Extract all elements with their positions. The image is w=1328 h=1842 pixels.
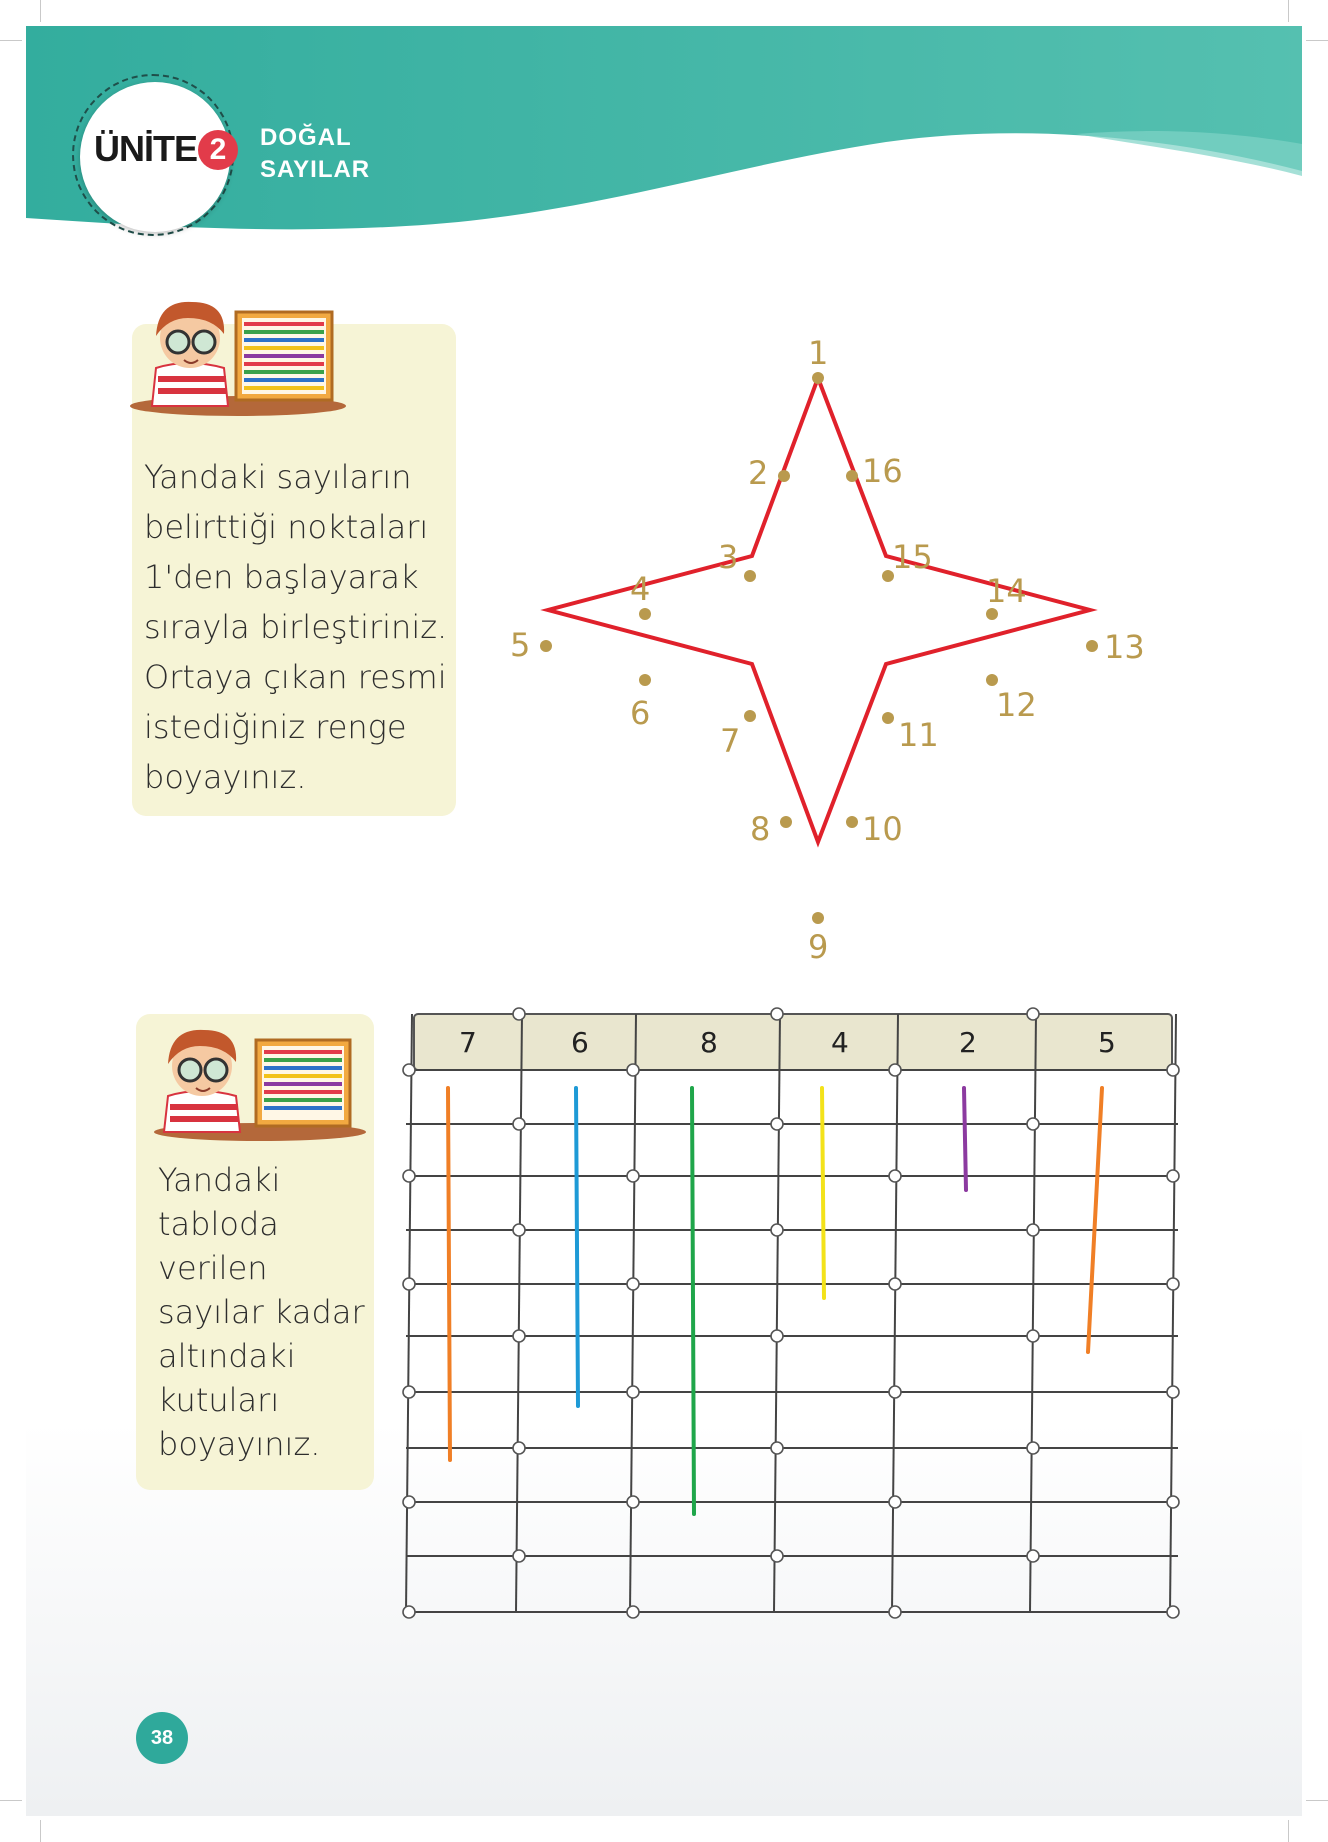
grid-knot-doodle: [771, 1550, 783, 1562]
dot-label-7: 7: [720, 722, 741, 760]
grid-knot-doodle: [1027, 1224, 1039, 1236]
grid-knot-doodle: [771, 1224, 783, 1236]
dot-label-14: 14: [986, 572, 1027, 610]
dot-label-8: 8: [750, 810, 771, 848]
dot-label-2: 2: [748, 454, 769, 492]
grid-knot-doodle: [513, 1442, 525, 1454]
unit-label: ÜNİTE: [94, 128, 197, 169]
grid-vertical-line: [1030, 1014, 1036, 1612]
instruction-line: Yandaki: [158, 1161, 281, 1199]
column-colored-line: [448, 1088, 450, 1460]
dot-label-11: 11: [898, 716, 939, 754]
grid-vertical-line: [1170, 1014, 1176, 1612]
dot-label-10: 10: [862, 810, 903, 848]
dot-label-4: 4: [630, 570, 651, 608]
dot-label-5: 5: [510, 626, 531, 664]
grid-knot-doodle: [403, 1606, 415, 1618]
dot-label-12: 12: [996, 686, 1037, 724]
unit-number: 2: [198, 130, 238, 170]
instruction-line: belirttiği noktaları: [144, 508, 429, 546]
column-colored-line: [1088, 1088, 1102, 1352]
grid-knot-doodle: [771, 1442, 783, 1454]
grid-knot-doodle: [889, 1170, 901, 1182]
grid-knot-doodle: [513, 1224, 525, 1236]
instruction-line: Yandaki sayıların: [144, 458, 412, 496]
column-number: 4: [831, 1026, 849, 1059]
column-colored-line: [692, 1088, 694, 1514]
grid-knot-doodle: [1027, 1008, 1039, 1020]
column-number: 2: [959, 1026, 977, 1059]
grid-knot-doodle: [403, 1170, 415, 1182]
instruction-line: Ortaya çıkan resmi: [144, 658, 447, 696]
grid-knot-doodle: [1167, 1606, 1179, 1618]
grid-knot-doodle: [627, 1606, 639, 1618]
grid-knot-doodle: [771, 1008, 783, 1020]
grid-knot-doodle: [627, 1278, 639, 1290]
dot-label-15: 15: [892, 538, 933, 576]
grid-knot-doodle: [1027, 1330, 1039, 1342]
column-number: 7: [459, 1026, 477, 1059]
grid-knot-doodle: [1167, 1170, 1179, 1182]
instruction-line: tabloda: [158, 1205, 279, 1243]
instruction-line: 1'den başlayarak: [144, 558, 419, 596]
dot-label-3: 3: [718, 538, 739, 576]
grid-knot-doodle: [1027, 1442, 1039, 1454]
dot-label-13: 13: [1104, 628, 1145, 666]
grid-knot-doodle: [1027, 1118, 1039, 1130]
instruction-line: istediğiniz renge: [144, 708, 407, 746]
grid-vertical-line: [892, 1014, 898, 1612]
grid-knot-doodle: [403, 1386, 415, 1398]
unit-title-line-1: DOĞAL: [260, 124, 352, 151]
instruction-line: sayılar kadar: [158, 1293, 365, 1331]
grid-knot-doodle: [771, 1330, 783, 1342]
grid-knot-doodle: [513, 1118, 525, 1130]
instruction-line: sırayla birleştiriniz.: [144, 608, 448, 646]
grid-knot-doodle: [627, 1386, 639, 1398]
grid-knot-doodle: [403, 1278, 415, 1290]
grid-knot-doodle: [889, 1606, 901, 1618]
dot-label-16: 16: [862, 452, 903, 490]
grid-knot-doodle: [1167, 1496, 1179, 1508]
grid-knot-doodle: [1167, 1386, 1179, 1398]
grid-knot-doodle: [889, 1064, 901, 1076]
grid-header-band: [414, 1014, 1172, 1070]
grid-vertical-line: [516, 1014, 522, 1612]
instruction-line: verilen: [158, 1249, 268, 1287]
grid-vertical-line: [774, 1014, 780, 1612]
column-colored-line: [576, 1088, 578, 1406]
page-number: 38: [136, 1712, 188, 1764]
instruction-line: boyayınız.: [144, 758, 307, 796]
grid-knot-doodle: [889, 1278, 901, 1290]
instruction-line: altındaki: [158, 1337, 296, 1375]
dot-label-6: 6: [630, 694, 651, 732]
grid-knot-doodle: [627, 1170, 639, 1182]
dot-label-1: 1: [808, 334, 829, 372]
grid-knot-doodle: [403, 1496, 415, 1508]
grid-knot-doodle: [1027, 1550, 1039, 1562]
grid-knot-doodle: [1167, 1064, 1179, 1076]
unit-title-line-2: SAYILAR: [260, 156, 371, 183]
grid-knot-doodle: [403, 1064, 415, 1076]
column-colored-line: [964, 1088, 966, 1190]
instruction-line: boyayınız.: [158, 1425, 321, 1463]
grid-knot-doodle: [513, 1008, 525, 1020]
grid-knot-doodle: [889, 1496, 901, 1508]
grid-knot-doodle: [889, 1386, 901, 1398]
column-number: 6: [571, 1026, 589, 1059]
instruction-line: kutuları: [158, 1381, 280, 1419]
grid-knot-doodle: [627, 1064, 639, 1076]
column-number: 5: [1098, 1026, 1116, 1059]
grid-vertical-line: [630, 1014, 636, 1612]
grid-knot-doodle: [627, 1496, 639, 1508]
grid-knot-doodle: [513, 1550, 525, 1562]
grid-knot-doodle: [1167, 1278, 1179, 1290]
grid-knot-doodle: [513, 1330, 525, 1342]
dot-label-9: 9: [808, 928, 829, 966]
column-colored-line: [822, 1088, 824, 1298]
column-number: 8: [700, 1026, 718, 1059]
grid-vertical-line: [406, 1014, 412, 1612]
grid-knot-doodle: [771, 1118, 783, 1130]
